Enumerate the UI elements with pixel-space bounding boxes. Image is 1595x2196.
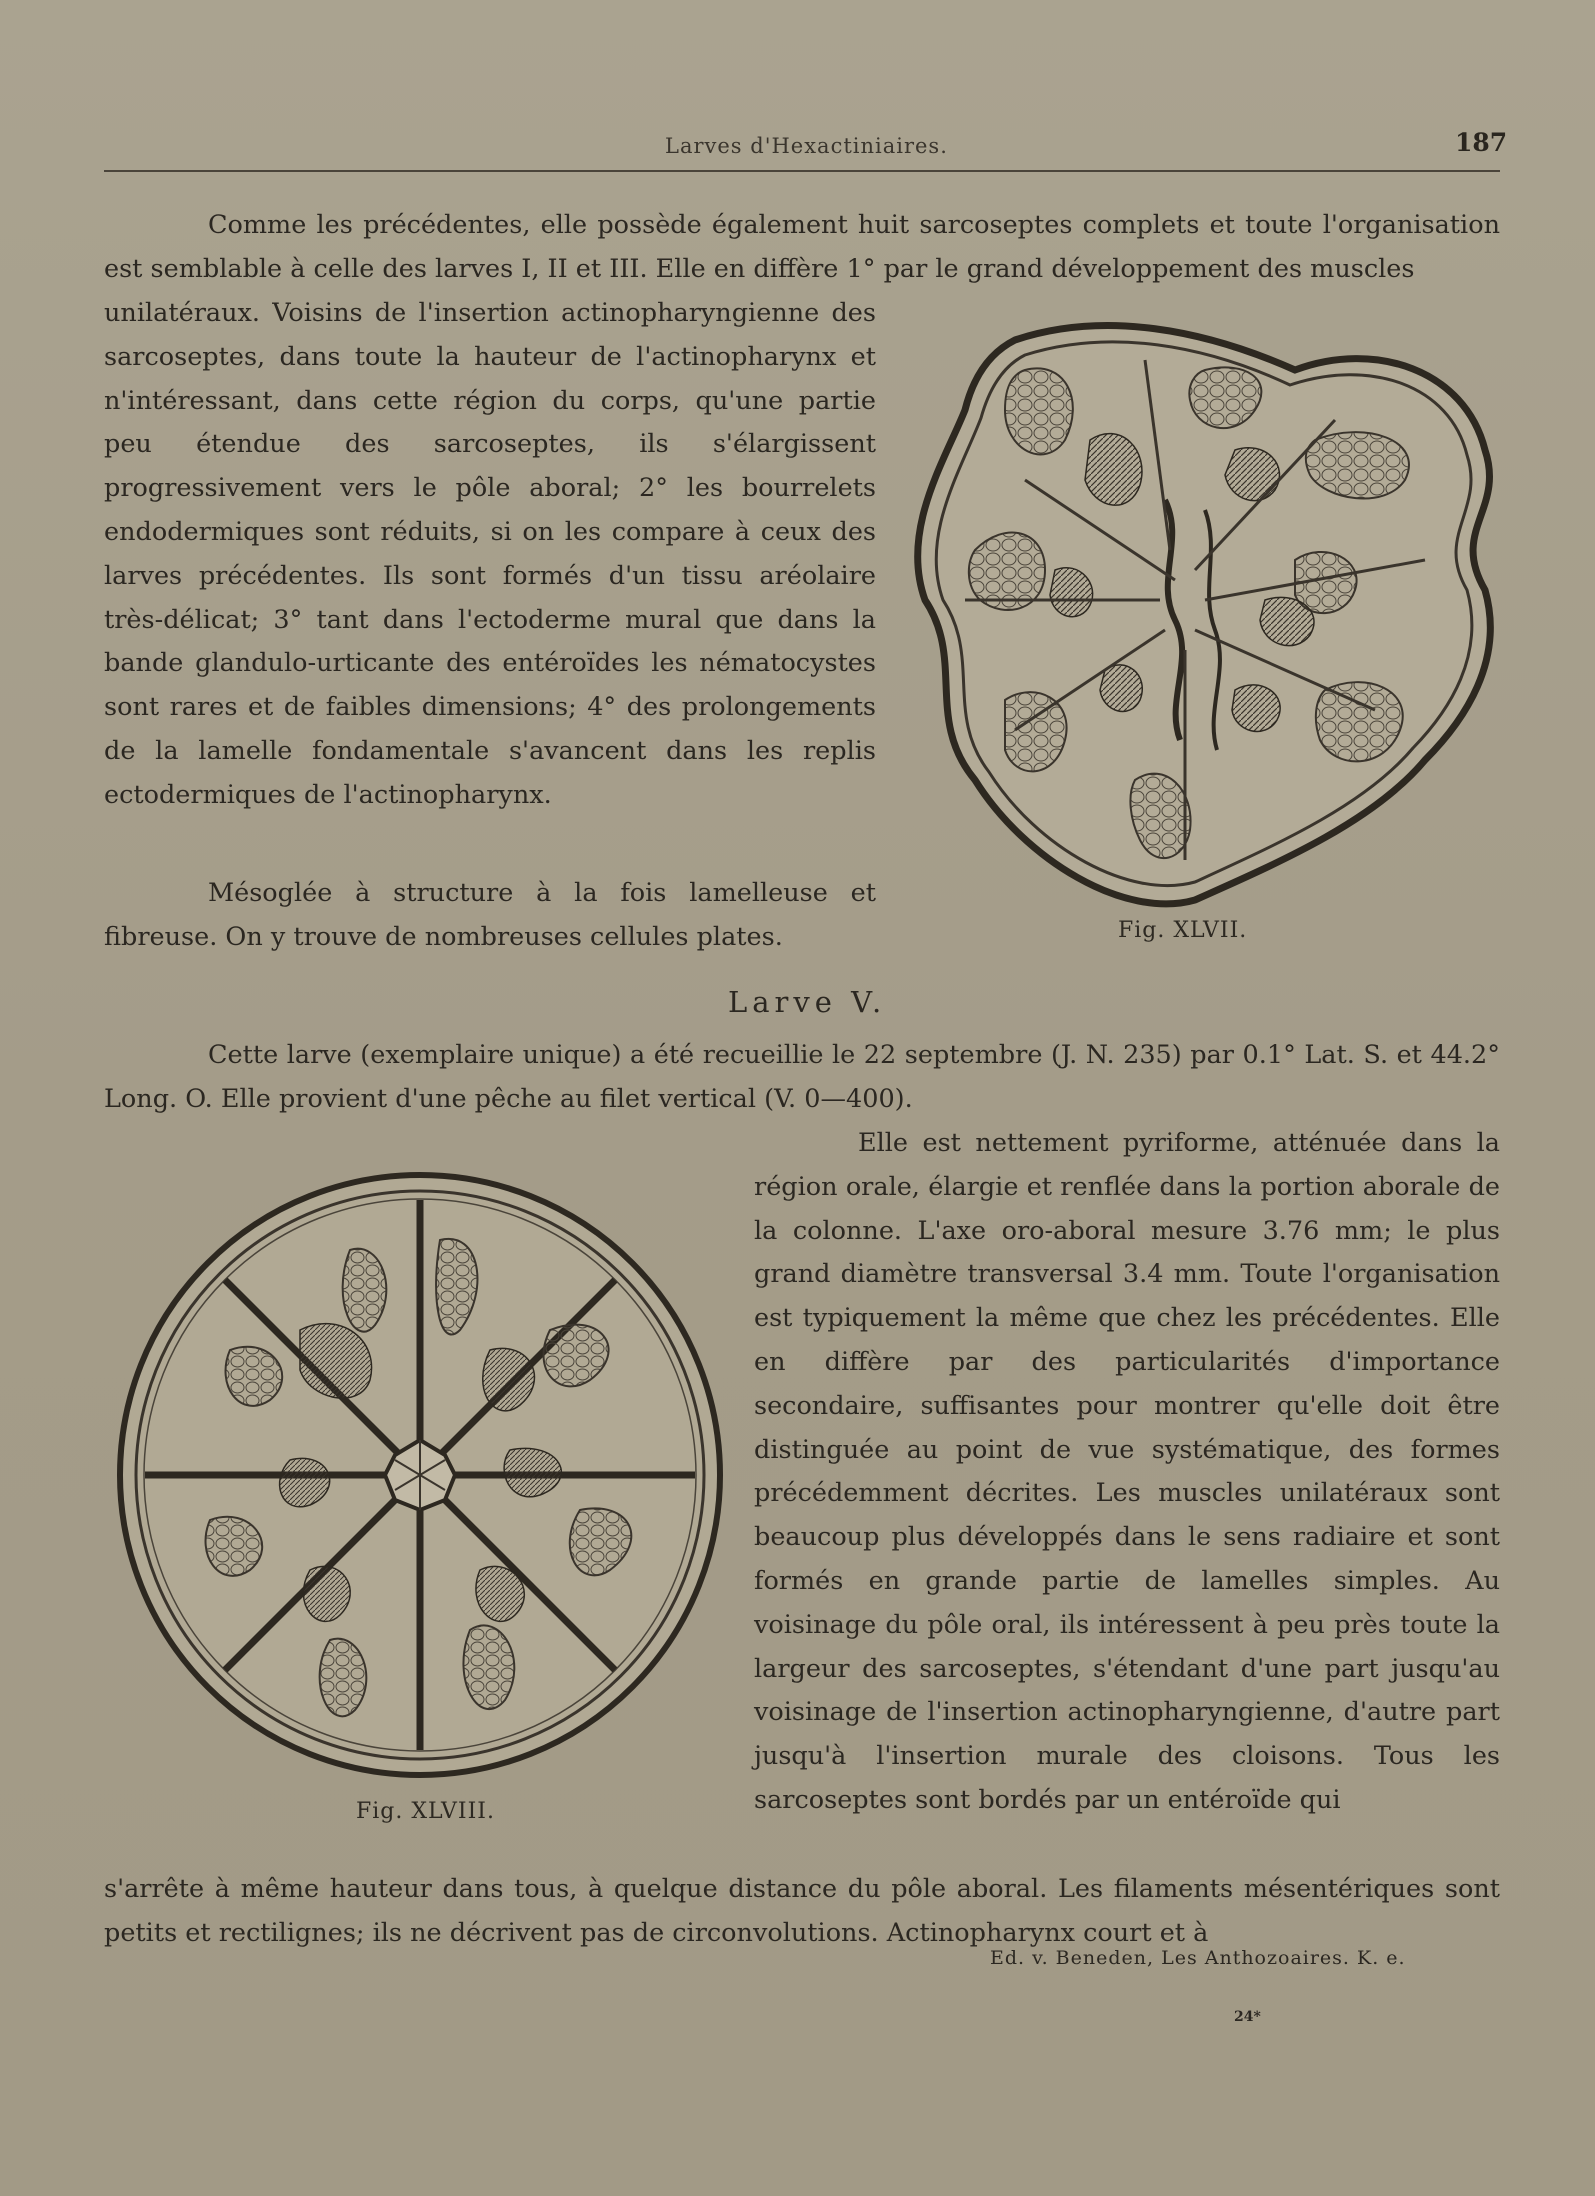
page-number: 187 bbox=[1455, 128, 1508, 157]
figure-xlvii-illustration bbox=[905, 300, 1505, 940]
paragraph-1: Comme les précédentes, elle possède également huit sarcoseptes complets et toute l'organisation est semblable à celle des larves I, II et III. Elle en diffère 1° par le grand développement des muscles bbox=[104, 210, 1500, 284]
paragraph-5: Elle est nettement pyriforme, atténuée dans la région orale, élargie et renflée dans la portion aborale de la colonne. L'axe oro-aboral mesure 3.76 mm; le plus grand diamètre transversal 3.4 mm. Toute l'organisation est typiquement la même que chez les précédentes. Elle en diffère par des particularités d'importance secondaire, suffisantes pour montrer qu'elle doit être distinguée au point de vue systématique, des formes précédemment décrites. Les muscles unilatéraux sont beaucoup plus développés dans le sens radiaire et sont formés en grande partie de lamelles simples. Au voisinage du pôle oral, ils intéressent à peu près toute la largeur des sarcoseptes, s'étendant d'une part jusqu'au voisinage de l'insertion actinopharyngienne, d'autre part jusqu'à l'insertion murale des cloisons. Tous les sarcoseptes sont bordés par un entéroïde qui bbox=[754, 1128, 1500, 1815]
paragraph-4: Cette larve (exemplaire unique) a été recueillie le 22 septembre (J. N. 235) par 0.1° Lat. S. et 44.2° Long. O. Elle provient d'une pêche au filet vertical (V. 0—400). bbox=[104, 1040, 1500, 1114]
paragraph-6: s'arrête à même hauteur dans tous, à quelque distance du pôle aboral. Les filaments mésentériques sont petits et rectilignes; ils ne décrivent pas de circonvolutions. Actinopharynx court et à bbox=[104, 1874, 1500, 1948]
paragraph-2: unilatéraux. Voisins de l'insertion actinopharyngienne des sarcoseptes, dans toute la hauteur de l'actinopharynx et n'intéressant, dans cette région du corps, qu'une partie peu étendue des sarcoseptes, ils s'élargissent progressivement vers le pôle aboral; 2° les bourrelets endodermiques sont réduits, si on les compare à ceux des larves précédentes. Ils sont formés d'un tissu aréolaire très-délicat; 3° tant dans l'ectoderme mural que dans la bande glandulo-urticante des entéroïdes les nématocystes sont rares et de faibles dimensions; 4° des prolongements de la lamelle fondamentale s'avancent dans les replis ectodermiques de l'actinopharynx. bbox=[104, 298, 876, 810]
signature-mark: Ed. v. Beneden, Les Anthozoaires. K. e. bbox=[990, 1947, 1406, 1969]
paragraph-3: Mésoglée à structure à la fois lamelleuse et fibreuse. On y trouve de nombreuses cellules plates. bbox=[104, 878, 876, 952]
figure-xlviii-illustration bbox=[110, 1160, 740, 1800]
section-title-larve-v: Larve V. bbox=[728, 985, 887, 1019]
figure-xlvii-caption: Fig. XLVII. bbox=[1118, 918, 1248, 943]
header-rule bbox=[104, 170, 1500, 172]
running-title: Larves d'Hexactiniaires. bbox=[665, 134, 948, 158]
figure-xlviii-caption: Fig. XLVIII. bbox=[356, 1799, 495, 1824]
sheet-mark: 24* bbox=[1234, 2009, 1261, 2025]
